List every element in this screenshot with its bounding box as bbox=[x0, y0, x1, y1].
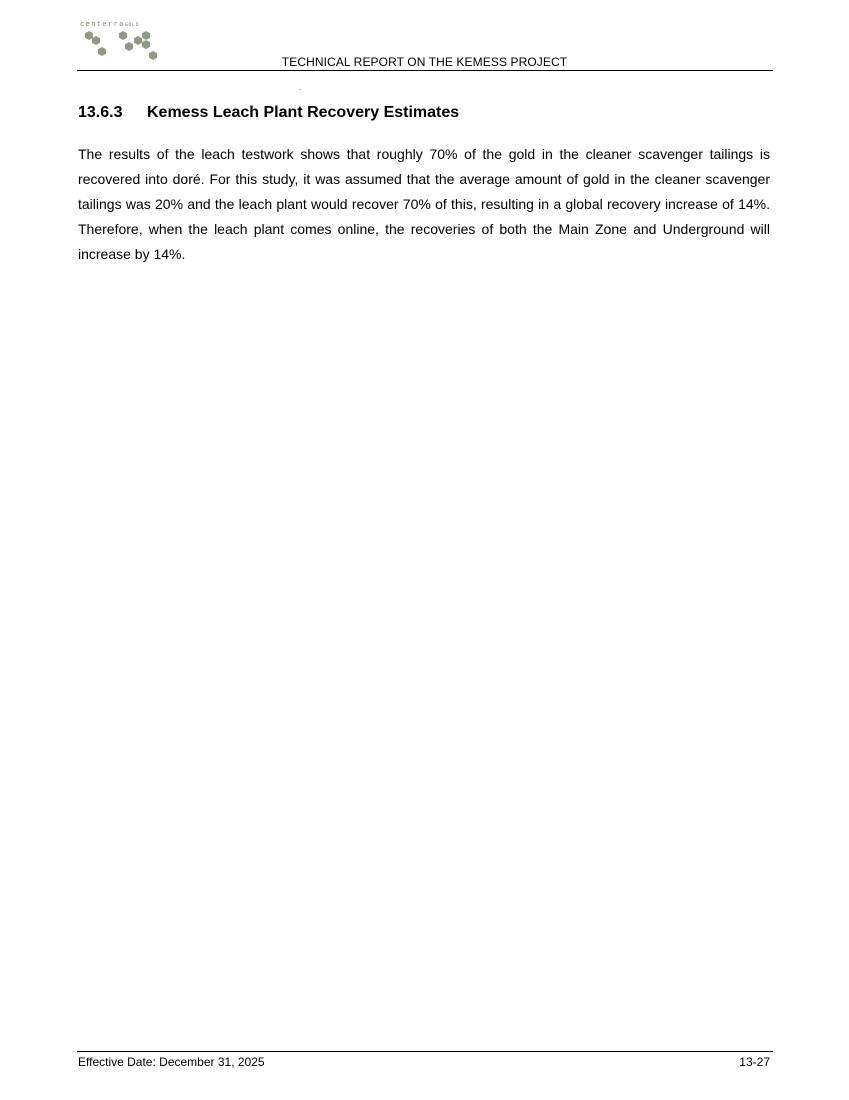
logo-suffix: GOLD bbox=[124, 22, 140, 28]
header-divider bbox=[77, 70, 773, 71]
report-header-title: TECHNICAL REPORT ON THE KEMESS PROJECT bbox=[281, 55, 568, 69]
section-number: 13.6.3 bbox=[78, 104, 123, 121]
body-paragraph: The results of the leach testwork shows that roughly 70% of the gold in the cleaner scavenger tailings is recovered into doré. For this study, it was assumed that the average amount of gold in the cleaner scavenger tailings was 20% and the leach plant would recover 70% of this, resulting in a global recovery increase of 14%. Therefore, when the leach plant comes online, the recoveries of both the Main Zone and Underground will increase by 14%. bbox=[78, 146, 770, 262]
page-number: 13-27 bbox=[739, 1055, 770, 1069]
logo-wordmark bbox=[80, 21, 139, 29]
logo-text: centerra bbox=[80, 21, 125, 29]
section-heading bbox=[78, 104, 459, 122]
section-title: Kemess Leach Plant Recovery Estimates bbox=[147, 104, 460, 121]
footer-divider bbox=[77, 1051, 773, 1052]
effective-date: Effective Date: December 31, 2025 bbox=[78, 1055, 265, 1069]
stray-mark bbox=[300, 89, 301, 90]
